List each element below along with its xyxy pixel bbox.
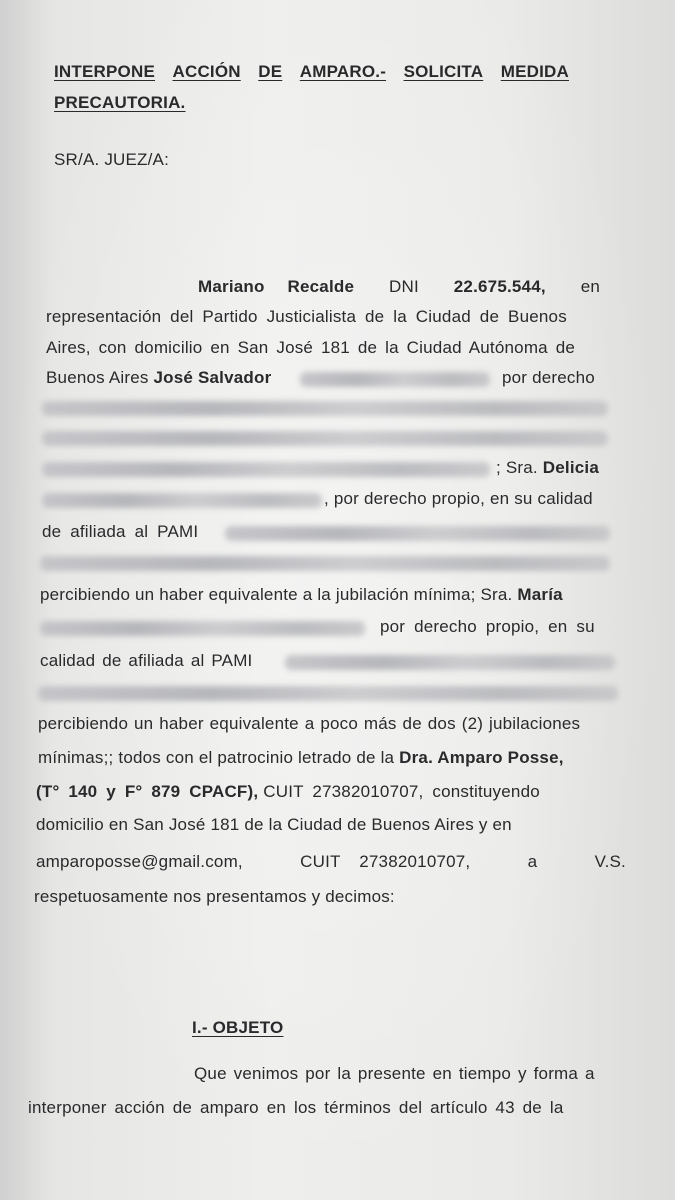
redacted-text	[40, 556, 610, 571]
dni-label: DNI	[389, 277, 419, 296]
redacted-text	[40, 621, 365, 636]
redacted-text	[42, 462, 490, 477]
redacted-text	[42, 493, 322, 508]
heading-word: INTERPONE	[54, 62, 155, 81]
text-buenos-aires: Buenos Aires	[46, 368, 149, 387]
paragraph-line-7	[496, 458, 599, 478]
paragraph-line-15: percibiendo un haber equivalente a poco más de dos (2) jubilaciones	[38, 714, 581, 733]
paragraph-line-11	[40, 585, 563, 605]
text-sra: ; Sra.	[496, 458, 538, 477]
person-name-maria: María	[517, 585, 563, 604]
document-heading-line-2: PRECAUTORIA.	[54, 93, 186, 112]
section-line-2: interponer acción de amparo en los términos del artículo 43 de la	[28, 1098, 564, 1117]
heading-word: DE	[258, 62, 283, 81]
heading-word: AMPARO.-	[299, 62, 387, 81]
paragraph-line-19	[36, 852, 626, 872]
redacted-text	[38, 686, 618, 701]
paragraph-line-16	[38, 748, 564, 768]
text-cuit: CUIT 27382010707,	[300, 852, 471, 871]
heading-word: SOLICITA	[403, 62, 484, 81]
text-a: a	[527, 852, 538, 871]
text-cuit-constituyendo: CUIT 27382010707, constituyendo	[263, 782, 540, 801]
dni-number: 22.675.544,	[453, 277, 546, 296]
section-title: I.- OBJETO	[192, 1018, 284, 1037]
lawyer-name: Dra. Amparo Posse,	[399, 748, 564, 767]
paragraph-line-8: , por derecho propio, en su calidad	[324, 489, 593, 508]
person-name-delicia: Delicia	[542, 458, 599, 477]
salutation: SR/A. JUEZ/A:	[54, 150, 170, 169]
text-en: en	[580, 277, 600, 296]
paragraph-line-9: de afiliada al PAMI	[42, 522, 199, 541]
text-percibiendo: percibiendo un haber equivalente a la jubilación mínima; Sra.	[40, 585, 513, 604]
paragraph-line-4a	[46, 368, 271, 388]
redacted-text	[300, 372, 490, 387]
paragraph-line-4b: por derecho	[502, 368, 595, 387]
lawyer-registration: (T° 140 y F° 879 CPACF),	[36, 782, 259, 801]
redacted-text	[285, 655, 615, 670]
paragraph-line-17	[36, 782, 540, 802]
person-name-jose: José Salvador	[153, 368, 272, 387]
paragraph-line-20: respetuosamente nos presentamos y decimos:	[34, 887, 395, 906]
text-vs: V.S.	[594, 852, 626, 871]
section-line-1: Que venimos por la presente en tiempo y forma a	[194, 1064, 595, 1083]
heading-word: ACCIÓN	[172, 62, 241, 81]
paragraph-line-12: por derecho propio, en su	[380, 617, 595, 636]
plaintiff-name: Mariano Recalde	[198, 277, 355, 296]
paragraph-line-2: representación del Partido Justicialista de la Ciudad de Buenos	[46, 307, 567, 326]
email-address: amparoposse@gmail.com,	[36, 852, 243, 871]
document-heading-line-1	[54, 62, 569, 82]
paragraph-line-1	[198, 277, 600, 297]
text-minimas: mínimas;; todos con el patrocinio letrado de la	[38, 748, 395, 767]
paragraph-line-3: Aires, con domicilio en San José 181 de la Ciudad Autónoma de	[46, 338, 576, 357]
redacted-text	[42, 431, 608, 446]
paragraph-line-13: calidad de afiliada al PAMI	[40, 651, 253, 670]
redacted-text	[225, 526, 610, 541]
redacted-text	[42, 401, 608, 416]
paragraph-line-18: domicilio en San José 181 de la Ciudad de Buenos Aires y en	[36, 815, 512, 834]
heading-word: MEDIDA	[500, 62, 569, 81]
